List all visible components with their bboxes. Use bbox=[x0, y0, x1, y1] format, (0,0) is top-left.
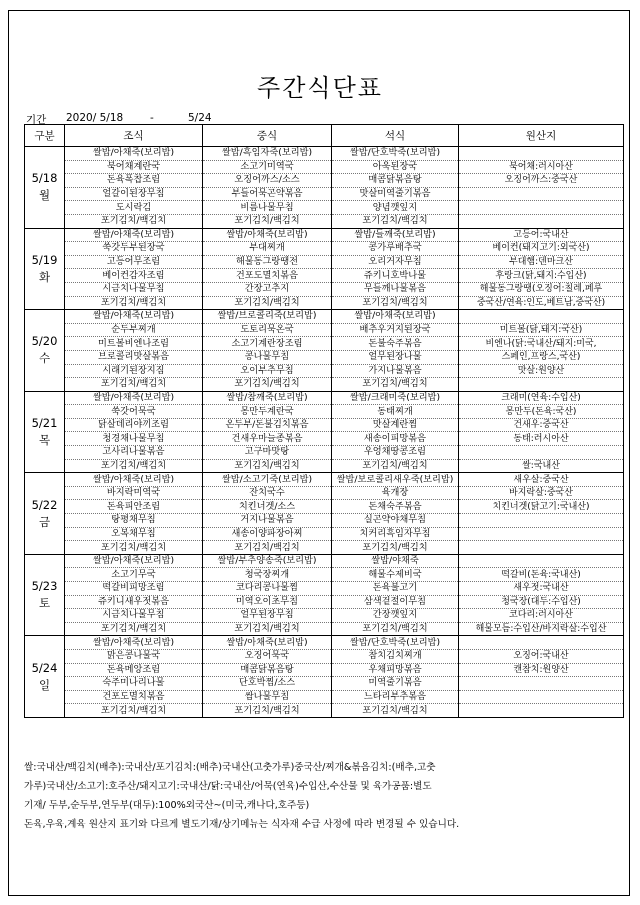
origin-cell bbox=[459, 446, 624, 460]
dinner-cell: 얼무된장나물 bbox=[332, 350, 459, 364]
lunch-cell: 고구마맛탕 bbox=[203, 446, 332, 460]
origin-cell: 스페인,프랑스,국산) bbox=[459, 350, 624, 364]
breakfast-cell: 도시락김 bbox=[65, 201, 203, 215]
origin-cell: 새우살:중국산 bbox=[459, 473, 624, 487]
origin-cell bbox=[459, 378, 624, 392]
menu-row bbox=[25, 582, 624, 596]
breakfast-cell: 쌀밥/아채죽(보리밥) bbox=[65, 391, 203, 405]
menu-row bbox=[25, 677, 624, 691]
origin-footnote bbox=[24, 758, 624, 834]
breakfast-cell: 건포도멸치볶음 bbox=[65, 690, 203, 704]
origin-cell: 맛살:원양산 bbox=[459, 364, 624, 378]
menu-row bbox=[25, 405, 624, 419]
lunch-cell: 오징어묵국 bbox=[203, 649, 332, 663]
origin-cell: 크래미(연육:수입산) bbox=[459, 391, 624, 405]
breakfast-cell: 떡갈비피망조림 bbox=[65, 582, 203, 596]
origin-cell bbox=[459, 527, 624, 541]
dinner-cell: 포기김치/백김치 bbox=[332, 704, 459, 718]
origin-cell: 떡갈비(돈육:국내산) bbox=[459, 568, 624, 582]
day-date: 5/20 bbox=[31, 334, 58, 349]
dinner-cell: 우엉채땅콩조림 bbox=[332, 446, 459, 460]
lunch-cell: 쌀밥/소고기죽(보리밥) bbox=[203, 473, 332, 487]
menu-row bbox=[25, 391, 624, 405]
dinner-cell: 맛살계란찜 bbox=[332, 418, 459, 432]
dinner-cell: 가지나물볶음 bbox=[332, 364, 459, 378]
dinner-cell: 간장깻잎지 bbox=[332, 609, 459, 623]
breakfast-cell: 쌀밥/아채죽(보리밥) bbox=[65, 554, 203, 568]
menu-row bbox=[25, 255, 624, 269]
breakfast-cell: 포기김치/백김치 bbox=[65, 622, 203, 636]
dinner-cell: 쥬키니호박나물 bbox=[332, 269, 459, 283]
menu-row bbox=[25, 187, 624, 201]
breakfast-cell: 소고기무국 bbox=[65, 568, 203, 582]
breakfast-cell: 포기김치/백김치 bbox=[65, 459, 203, 473]
origin-cell bbox=[459, 704, 624, 718]
breakfast-cell: 바지락미역국 bbox=[65, 486, 203, 500]
menu-row bbox=[25, 160, 624, 174]
breakfast-cell: 포기김치/백김치 bbox=[65, 541, 203, 555]
day-weekday: 월 bbox=[38, 188, 51, 203]
lunch-cell: 포기김치/백김치 bbox=[203, 541, 332, 555]
menu-row bbox=[25, 147, 624, 161]
origin-cell: 중국산/연육:인도,베트남,중국산) bbox=[459, 296, 624, 310]
day-date: 5/24 bbox=[31, 660, 58, 675]
menu-row bbox=[25, 649, 624, 663]
lunch-cell: 거지나물볶음 bbox=[203, 514, 332, 528]
lunch-cell: 포기김치/백김치 bbox=[203, 214, 332, 228]
day-date: 5/18 bbox=[31, 171, 58, 186]
dinner-cell: 돈채숙주볶음 bbox=[332, 500, 459, 514]
lunch-cell: 포기김치/백김치 bbox=[203, 378, 332, 392]
dinner-cell: 쌀밥/단호박죽(보리밥) bbox=[332, 147, 459, 161]
menu-row bbox=[25, 622, 624, 636]
breakfast-cell: 미트볼비엔나조림 bbox=[65, 337, 203, 351]
dinner-cell: 매콤닭볶음탕 bbox=[332, 174, 459, 188]
footnote-line: 기재/ 두부,순두부,연두부(대두):100%외국산~(미국,캐나다,호주등) bbox=[24, 800, 310, 811]
origin-cell bbox=[459, 514, 624, 528]
dinner-cell: 양념깻잎지 bbox=[332, 201, 459, 215]
menu-row bbox=[25, 636, 624, 650]
origin-cell: 오징어:국내산 bbox=[459, 649, 624, 663]
origin-cell: 미트볼(닭,돼지:국산) bbox=[459, 323, 624, 337]
lunch-cell: 포기김치/백김치 bbox=[203, 296, 332, 310]
dinner-cell: 포기김치/백김치 bbox=[332, 622, 459, 636]
day-weekday: 일 bbox=[38, 677, 51, 692]
origin-cell: 쌀:국내산 bbox=[459, 459, 624, 473]
menu-row bbox=[25, 500, 624, 514]
day-date: 5/21 bbox=[31, 415, 58, 430]
menu-row bbox=[25, 595, 624, 609]
breakfast-cell: 쌀밥/아채죽(보리밥) bbox=[65, 228, 203, 242]
dinner-cell: 쌀밥/아채죽(보리밥) bbox=[332, 310, 459, 324]
menu-row bbox=[25, 242, 624, 256]
breakfast-cell: 쑥갓두부된장국 bbox=[65, 242, 203, 256]
dinner-cell: 쌀밥/야채죽 bbox=[332, 554, 459, 568]
menu-row bbox=[25, 310, 624, 324]
menu-row bbox=[25, 609, 624, 623]
dinner-cell: 새송이피망볶음 bbox=[332, 432, 459, 446]
menu-row bbox=[25, 378, 624, 392]
breakfast-cell: 포기김치/백김치 bbox=[65, 378, 203, 392]
header-row bbox=[25, 125, 624, 147]
dinner-cell: 동태찌개 bbox=[332, 405, 459, 419]
origin-cell: 코다리:러시아산 bbox=[459, 609, 624, 623]
origin-cell: 몽만두(돈육:국산) bbox=[459, 405, 624, 419]
lunch-cell: 간장고추지 bbox=[203, 282, 332, 296]
breakfast-cell: 베이컨감자조림 bbox=[65, 269, 203, 283]
menu-row bbox=[25, 554, 624, 568]
day-cell bbox=[25, 228, 65, 310]
menu-row bbox=[25, 663, 624, 677]
origin-cell: 오징어까스:중국산 bbox=[459, 174, 624, 188]
lunch-cell: 오징어까스/소스 bbox=[203, 174, 332, 188]
day-cell bbox=[25, 636, 65, 718]
day-weekday: 금 bbox=[38, 514, 51, 529]
breakfast-cell: 쌀밥/아채죽(보리밥) bbox=[65, 310, 203, 324]
period-dash: - bbox=[150, 112, 154, 124]
day-date: 5/19 bbox=[31, 252, 58, 267]
origin-cell bbox=[459, 690, 624, 704]
dinner-cell: 포기김치/백김치 bbox=[332, 296, 459, 310]
lunch-cell: 부들어묵곤약볶음 bbox=[203, 187, 332, 201]
lunch-cell: 코다리콩나물찜 bbox=[203, 582, 332, 596]
breakfast-cell: 쌀밥/아채죽(보리밥) bbox=[65, 473, 203, 487]
breakfast-cell: 얼갈이된장무침 bbox=[65, 187, 203, 201]
lunch-cell: 새송이양파장아찌 bbox=[203, 527, 332, 541]
dinner-cell: 포기김치/백김치 bbox=[332, 541, 459, 555]
menu-row bbox=[25, 541, 624, 555]
lunch-cell: 미역오이초무침 bbox=[203, 595, 332, 609]
footnote-line: 돈육,우육,계육 원산지 표기와 다르게 별도기재/상기메뉴는 식자재 수급 사정에 따라 변경될 수 있습니다. bbox=[24, 819, 460, 830]
menu-row bbox=[25, 514, 624, 528]
origin-cell bbox=[459, 214, 624, 228]
menu-row bbox=[25, 174, 624, 188]
origin-cell bbox=[459, 310, 624, 324]
lunch-cell: 오이부추무침 bbox=[203, 364, 332, 378]
header-category: 구분 bbox=[25, 125, 65, 147]
origin-cell: 비엔나(닭:국내산/돼지:미국, bbox=[459, 337, 624, 351]
lunch-cell: 쌀밥/브로콜리죽(보리밥) bbox=[203, 310, 332, 324]
day-cell bbox=[25, 473, 65, 555]
header-origin: 원산지 bbox=[459, 125, 624, 147]
origin-cell bbox=[459, 677, 624, 691]
dinner-cell: 콩가루배추국 bbox=[332, 242, 459, 256]
lunch-cell: 포기김치/백김치 bbox=[203, 622, 332, 636]
lunch-cell: 온두부/돈불김치볶음 bbox=[203, 418, 332, 432]
lunch-cell: 소고기계란장조림 bbox=[203, 337, 332, 351]
breakfast-cell: 북어채계란국 bbox=[65, 160, 203, 174]
origin-cell: 동태:러시아산 bbox=[459, 432, 624, 446]
menu-row bbox=[25, 337, 624, 351]
dinner-cell: 아욱된장국 bbox=[332, 160, 459, 174]
breakfast-cell: 돈육메앙조림 bbox=[65, 663, 203, 677]
origin-cell: 부대햄:덴마크산 bbox=[459, 255, 624, 269]
day-date: 5/22 bbox=[31, 497, 58, 512]
origin-cell: 치킨너겟(닭고기:국내산) bbox=[459, 500, 624, 514]
origin-cell: 새우젓:국내산 bbox=[459, 582, 624, 596]
dinner-cell: 돈육불고기 bbox=[332, 582, 459, 596]
dinner-cell: 삼색겉절이무침 bbox=[332, 595, 459, 609]
origin-cell: 해물모듬:수입산/바지락살:수입산 bbox=[459, 622, 624, 636]
day-cell bbox=[25, 554, 65, 636]
breakfast-cell: 시금치나물무침 bbox=[65, 282, 203, 296]
menu-row bbox=[25, 418, 624, 432]
dinner-cell: 해물수제비국 bbox=[332, 568, 459, 582]
dinner-cell: 실곤약야채무침 bbox=[332, 514, 459, 528]
origin-cell: 바지락살:중국산 bbox=[459, 486, 624, 500]
dinner-cell: 치커리흑임자무침 bbox=[332, 527, 459, 541]
origin-cell bbox=[459, 554, 624, 568]
header-breakfast: 조식 bbox=[65, 125, 203, 147]
breakfast-cell: 탕평채무침 bbox=[65, 514, 203, 528]
dinner-cell: 돈불숙주볶음 bbox=[332, 337, 459, 351]
lunch-cell: 쌀밥/흑임자죽(보리밥) bbox=[203, 147, 332, 161]
menu-row bbox=[25, 568, 624, 582]
lunch-cell: 치킨너겟/소스 bbox=[203, 500, 332, 514]
lunch-cell: 해물동그랑땡전 bbox=[203, 255, 332, 269]
origin-cell: 건새우:중국산 bbox=[459, 418, 624, 432]
lunch-cell: 매콤닭볶음탕 bbox=[203, 663, 332, 677]
breakfast-cell: 돈육피안조림 bbox=[65, 500, 203, 514]
origin-cell bbox=[459, 201, 624, 215]
dinner-cell: 쌀밥/단호박죽(보리밥) bbox=[332, 636, 459, 650]
origin-cell: 캔참치:원양산 bbox=[459, 663, 624, 677]
origin-cell: 해물동그랑땡(오징어:칠레,페루 bbox=[459, 282, 624, 296]
lunch-cell: 포기김치/백김치 bbox=[203, 459, 332, 473]
origin-cell: 베이컨(돼지고기:외국산) bbox=[459, 242, 624, 256]
lunch-cell: 쌀밥/아채죽(보리밥) bbox=[203, 636, 332, 650]
origin-cell: 후랑크(닭,돼지:수입산) bbox=[459, 269, 624, 283]
lunch-cell: 포기김치/백김치 bbox=[203, 704, 332, 718]
lunch-cell: 단호박찜/소스 bbox=[203, 677, 332, 691]
dinner-cell: 포기김치/백김치 bbox=[332, 378, 459, 392]
menu-row bbox=[25, 473, 624, 487]
breakfast-cell: 오복채무침 bbox=[65, 527, 203, 541]
breakfast-cell: 쌀밥/아채죽(보리밥) bbox=[65, 147, 203, 161]
origin-cell bbox=[459, 541, 624, 555]
dinner-cell: 배추우거지된장국 bbox=[332, 323, 459, 337]
lunch-cell: 쌀밥/참깨죽(보리밥) bbox=[203, 391, 332, 405]
day-cell bbox=[25, 147, 65, 229]
dinner-cell: 쌀밥/보로콜리새우죽(보리밥) bbox=[332, 473, 459, 487]
menu-row bbox=[25, 214, 624, 228]
menu-table bbox=[24, 124, 624, 718]
day-cell bbox=[25, 310, 65, 392]
menu-row bbox=[25, 690, 624, 704]
origin-cell: 청국장(대두:수입산) bbox=[459, 595, 624, 609]
page-title: 주간식단표 bbox=[257, 74, 383, 102]
dinner-cell: 오리거자무침 bbox=[332, 255, 459, 269]
menu-row bbox=[25, 486, 624, 500]
breakfast-cell: 포기김치/백김치 bbox=[65, 296, 203, 310]
breakfast-cell: 포기김치/백김치 bbox=[65, 704, 203, 718]
menu-row bbox=[25, 269, 624, 283]
menu-row bbox=[25, 364, 624, 378]
breakfast-cell: 청경채나물무침 bbox=[65, 432, 203, 446]
origin-cell: 북어채:러시아산 bbox=[459, 160, 624, 174]
footnote-line: 가루)국내산/소고기:호주산/돼지고기:국내산/닭:국내산/어묵(연육)수입산,수산물 및 육가공품:별도 bbox=[24, 781, 432, 792]
breakfast-cell: 시금치나물무침 bbox=[65, 609, 203, 623]
breakfast-cell: 쥬키니새우젓볶음 bbox=[65, 595, 203, 609]
menu-row bbox=[25, 446, 624, 460]
breakfast-cell: 시래기된장지짐 bbox=[65, 364, 203, 378]
menu-row bbox=[25, 350, 624, 364]
menu-row bbox=[25, 228, 624, 242]
header-lunch: 중식 bbox=[203, 125, 332, 147]
menu-row bbox=[25, 296, 624, 310]
dinner-cell: 포기김치/백김치 bbox=[332, 214, 459, 228]
breakfast-cell: 돈육폭찹조림 bbox=[65, 174, 203, 188]
breakfast-cell: 닭살데리야끼조림 bbox=[65, 418, 203, 432]
menu-row bbox=[25, 704, 624, 718]
day-cell bbox=[25, 391, 65, 473]
day-weekday: 토 bbox=[38, 596, 51, 611]
lunch-cell: 콩나물무침 bbox=[203, 350, 332, 364]
lunch-cell: 건포도멸치볶음 bbox=[203, 269, 332, 283]
lunch-cell: 몽만두계란국 bbox=[203, 405, 332, 419]
origin-cell: 고등어:국내산 bbox=[459, 228, 624, 242]
dinner-cell: 우채피망볶음 bbox=[332, 663, 459, 677]
menu-row bbox=[25, 201, 624, 215]
menu-row bbox=[25, 323, 624, 337]
origin-cell bbox=[459, 187, 624, 201]
day-weekday: 목 bbox=[38, 432, 51, 447]
dinner-cell: 포기김치/백김치 bbox=[332, 459, 459, 473]
dinner-cell: 육개장 bbox=[332, 486, 459, 500]
breakfast-cell: 고등어무조림 bbox=[65, 255, 203, 269]
dinner-cell: 느타리부추볶음 bbox=[332, 690, 459, 704]
breakfast-cell: 쑥갓어묵국 bbox=[65, 405, 203, 419]
day-date: 5/23 bbox=[31, 579, 58, 594]
day-weekday: 화 bbox=[38, 269, 51, 284]
breakfast-cell: 고사리나물볶음 bbox=[65, 446, 203, 460]
dinner-cell: 무들깨나물볶음 bbox=[332, 282, 459, 296]
menu-row bbox=[25, 282, 624, 296]
lunch-cell: 건새우마늘종볶음 bbox=[203, 432, 332, 446]
lunch-cell: 도토리묵온국 bbox=[203, 323, 332, 337]
origin-cell bbox=[459, 636, 624, 650]
period-end: 5/24 bbox=[188, 112, 212, 124]
header-dinner: 석식 bbox=[332, 125, 459, 147]
period-start: 2020/ 5/18 bbox=[66, 112, 124, 124]
menu-row bbox=[25, 459, 624, 473]
dinner-cell: 참치김치찌개 bbox=[332, 649, 459, 663]
breakfast-cell: 순두부찌개 bbox=[65, 323, 203, 337]
breakfast-cell: 숙주미나리나물 bbox=[65, 677, 203, 691]
dinner-cell: 미역줄기볶음 bbox=[332, 677, 459, 691]
dinner-cell: 쌀밥/들깨죽(보리밥) bbox=[332, 228, 459, 242]
lunch-cell: 비름나물무침 bbox=[203, 201, 332, 215]
breakfast-cell: 브로콜리맛살볶음 bbox=[65, 350, 203, 364]
day-weekday: 수 bbox=[38, 351, 51, 366]
menu-row bbox=[25, 527, 624, 541]
lunch-cell: 부대찌개 bbox=[203, 242, 332, 256]
lunch-cell: 청국장찌개 bbox=[203, 568, 332, 582]
origin-cell bbox=[459, 147, 624, 161]
period-label: 기간 bbox=[26, 114, 47, 126]
lunch-cell: 소고기미역국 bbox=[203, 160, 332, 174]
lunch-cell: 쌀밥/부추양송죽(보리밥) bbox=[203, 554, 332, 568]
breakfast-cell: 맑은콩나물국 bbox=[65, 649, 203, 663]
dinner-cell: 맛살미역줄기볶음 bbox=[332, 187, 459, 201]
lunch-cell: 쌈나물무침 bbox=[203, 690, 332, 704]
dinner-cell: 쌀밥/크래미죽(보리밥) bbox=[332, 391, 459, 405]
footnote-line: 쌀:국내산/백김치(배추):국내산/포기김치:(배추)국내산(고춧가루)중국산/찌개&볶음김치:(배추,고춧 bbox=[24, 762, 436, 773]
lunch-cell: 잔치국수 bbox=[203, 486, 332, 500]
breakfast-cell: 쌀밥/아채죽(보리밥) bbox=[65, 636, 203, 650]
breakfast-cell: 포기김치/백김치 bbox=[65, 214, 203, 228]
menu-row bbox=[25, 432, 624, 446]
lunch-cell: 쌀밥/아채죽(보리밥) bbox=[203, 228, 332, 242]
lunch-cell: 얼무된장무침 bbox=[203, 609, 332, 623]
